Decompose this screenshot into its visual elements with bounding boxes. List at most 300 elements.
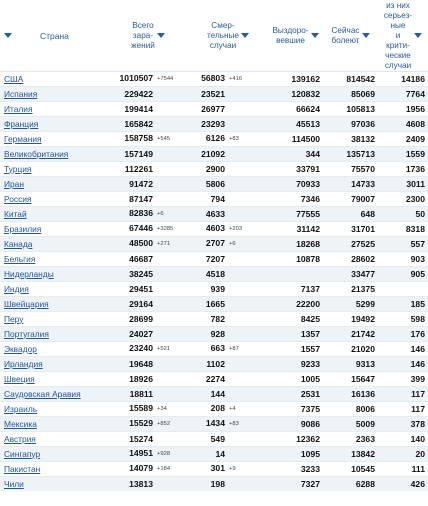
total-cell [108,252,188,267]
serious-cell: 1736 [378,162,428,177]
deaths-value: 1665 [205,298,225,309]
active-cell: 19492 [323,312,378,327]
deaths-cell [188,162,268,177]
total-cell [108,267,188,282]
deaths-value: 939 [210,283,225,294]
active-cell: 31701 [323,222,378,237]
country-link[interactable]: Пакистан [4,463,41,474]
active-cell: 15647 [323,372,378,387]
header-recovered-label: Выздоро- вевшие [272,25,309,45]
deaths-value: 2900 [205,163,225,174]
deaths-value: 549 [210,433,225,444]
table-row [0,192,428,207]
recovered-cell: 3233 [268,462,323,477]
deaths-cell [188,207,268,222]
deaths-value: 4518 [205,268,225,279]
active-cell: 648 [323,207,378,222]
country-cell [0,87,108,102]
deaths-value: 144 [210,388,225,399]
active-cell: 85069 [323,87,378,102]
deaths-cell [188,132,268,147]
table-row [0,372,428,387]
deaths-delta: +83 [229,135,239,142]
active-cell: 8006 [323,402,378,417]
header-country[interactable] [0,0,108,72]
total-delta: +928 [157,450,171,457]
deaths-cell [188,357,268,372]
deaths-cell [188,102,268,117]
sort-arrow-icon[interactable] [362,33,370,38]
deaths-value: 301 [210,463,225,474]
total-value: 15529 [129,418,153,429]
total-cell [108,297,188,312]
total-cell [108,327,188,342]
country-cell [0,192,108,207]
total-cell [108,222,188,237]
serious-cell: 140 [378,432,428,447]
deaths-value: 26977 [201,103,225,114]
deaths-value: 23521 [201,88,225,99]
country-cell [0,117,108,132]
country-link[interactable]: Бразилия [4,223,42,234]
serious-cell: 176 [378,327,428,342]
country-link[interactable]: Турция [4,163,32,174]
recovered-cell: 33791 [268,162,323,177]
deaths-value: 1102 [206,358,225,369]
total-value: 13813 [129,478,153,489]
table-row [0,327,428,342]
table-row [0,222,428,237]
total-cell [108,312,188,327]
country-cell [0,252,108,267]
active-cell: 21020 [323,342,378,357]
active-cell: 13842 [323,447,378,462]
recovered-cell: 22200 [268,297,323,312]
deaths-cell [188,267,268,282]
active-cell: 14733 [323,177,378,192]
active-cell: 9313 [323,357,378,372]
deaths-value: 1434 [205,418,225,429]
header-serious[interactable] [378,0,428,72]
country-cell [0,432,108,447]
country-cell [0,177,108,192]
total-cell [108,357,188,372]
deaths-value: 663 [210,343,225,354]
recovered-cell [268,267,323,282]
total-cell [108,177,188,192]
recovered-cell: 9086 [268,417,323,432]
country-cell [0,357,108,372]
serious-cell: 399 [378,372,428,387]
sort-arrow-icon[interactable] [4,33,12,38]
total-value: 87147 [129,193,153,204]
country-link[interactable]: Нидерланды [4,268,54,279]
country-cell [0,222,108,237]
header-deaths[interactable] [188,0,268,72]
total-value: 18926 [129,373,153,384]
country-link[interactable]: Швейцария [4,298,49,309]
serious-cell: 185 [378,297,428,312]
country-link[interactable]: Саудовская Аравия [4,388,81,399]
serious-cell: 903 [378,252,428,267]
table-row [0,432,428,447]
serious-cell: 3011 [378,177,428,192]
deaths-value: 21092 [201,148,225,159]
country-link[interactable]: США [4,73,24,84]
total-cell [108,207,188,222]
deaths-cell [188,327,268,342]
total-cell [108,447,188,462]
serious-cell: 426 [378,477,428,492]
active-cell: 16136 [323,387,378,402]
total-value: 14951 [129,448,153,459]
deaths-value: 794 [210,193,225,204]
country-cell [0,72,108,87]
total-cell [108,342,188,357]
deaths-cell [188,342,268,357]
total-cell [108,132,188,147]
deaths-value: 5806 [205,178,225,189]
table-row [0,162,428,177]
total-value: 199414 [124,103,153,114]
serious-cell: 111 [378,462,428,477]
recovered-cell: 1095 [268,447,323,462]
country-link[interactable]: Австрия [4,433,36,444]
deaths-delta: +416 [229,75,243,82]
deaths-delta: +83 [229,420,239,427]
serious-cell: 1956 [378,102,428,117]
sort-arrow-icon[interactable] [157,33,165,38]
serious-cell: 146 [378,357,428,372]
total-cell [108,417,188,432]
serious-cell: 2300 [378,192,428,207]
deaths-delta: +4 [229,405,236,412]
recovered-cell: 1357 [268,327,323,342]
recovered-cell: 12362 [268,432,323,447]
total-value: 15274 [129,433,153,444]
table-row [0,72,428,87]
total-delta: +34 [157,405,167,412]
recovered-cell: 10878 [268,252,323,267]
deaths-cell [188,72,268,87]
active-cell: 105813 [323,102,378,117]
total-value: 14079 [129,463,153,474]
country-cell [0,267,108,282]
total-value: 23240 [129,343,153,354]
country-link[interactable]: Португалия [4,328,49,339]
serious-cell: 4608 [378,117,428,132]
deaths-value: 4633 [205,208,225,219]
active-cell: 33477 [323,267,378,282]
active-cell: 2363 [323,432,378,447]
total-cell [108,237,188,252]
country-cell [0,297,108,312]
total-delta: +6 [157,210,164,217]
country-cell [0,417,108,432]
country-cell [0,402,108,417]
country-cell [0,342,108,357]
header-row [0,0,428,72]
serious-cell: 20 [378,447,428,462]
country-link[interactable]: Сингапур [4,448,41,459]
country-cell [0,372,108,387]
deaths-cell [188,372,268,387]
table-row [0,177,428,192]
country-cell [0,477,108,492]
serious-cell: 146 [378,342,428,357]
country-link[interactable]: Эквадор [4,343,37,354]
deaths-cell [188,402,268,417]
serious-cell: 117 [378,387,428,402]
header-recovered[interactable] [268,0,323,72]
country-cell [0,462,108,477]
serious-cell: 905 [378,267,428,282]
table-row [0,387,428,402]
table-row [0,462,428,477]
deaths-value: 56803 [201,73,225,84]
deaths-cell [188,252,268,267]
country-link[interactable]: Чили [4,478,24,489]
header-active[interactable] [323,0,378,72]
serious-cell: 7764 [378,87,428,102]
total-value: 67446 [129,223,153,234]
deaths-value: 23293 [201,118,225,129]
country-link[interactable]: Италия [4,103,33,114]
total-cell [108,192,188,207]
sort-arrow-icon[interactable] [311,33,319,38]
table-row [0,267,428,282]
recovered-cell: 9233 [268,357,323,372]
active-cell: 814542 [323,72,378,87]
active-cell: 21742 [323,327,378,342]
serious-cell: 117 [378,402,428,417]
table-row [0,252,428,267]
table-row [0,402,428,417]
serious-cell: 378 [378,417,428,432]
total-cell [108,282,188,297]
deaths-delta: +6 [229,240,236,247]
total-delta: +184 [157,465,171,472]
serious-cell: 2409 [378,132,428,147]
deaths-value: 208 [210,403,225,414]
total-delta: +521 [157,345,171,352]
active-cell: 79007 [323,192,378,207]
deaths-value: 6126 [205,133,225,144]
recovered-cell: 70933 [268,177,323,192]
header-deaths-label: Смер- тельные случаи [207,20,239,50]
total-cell [108,372,188,387]
header-total[interactable] [108,0,188,72]
total-value: 112261 [124,163,153,174]
country-link[interactable]: Бельгия [4,253,36,264]
table-row [0,342,428,357]
recovered-cell: 139162 [268,72,323,87]
total-value: 18811 [129,388,153,399]
deaths-cell [188,237,268,252]
country-link[interactable]: Великобритания [4,148,69,159]
active-cell: 27525 [323,237,378,252]
table-row [0,312,428,327]
recovered-cell: 344 [268,147,323,162]
total-value: 165842 [124,118,153,129]
active-cell: 75570 [323,162,378,177]
recovered-cell: 1005 [268,372,323,387]
recovered-cell: 7327 [268,477,323,492]
country-link[interactable]: Канада [4,238,33,249]
table-row [0,237,428,252]
deaths-value: 782 [210,313,225,324]
deaths-cell [188,222,268,237]
table-row [0,87,428,102]
country-cell [0,207,108,222]
header-total-label: Всего зара- жений [131,20,155,50]
total-delta: +545 [157,135,171,142]
table-row [0,207,428,222]
country-cell [0,312,108,327]
total-value: 91472 [129,178,153,189]
country-cell [0,237,108,252]
recovered-cell: 8425 [268,312,323,327]
total-delta: +852 [157,420,171,427]
total-value: 28699 [129,313,153,324]
active-cell: 97036 [323,117,378,132]
country-link[interactable]: Ирландия [4,358,43,369]
recovered-cell: 2531 [268,387,323,402]
table-row [0,417,428,432]
table-row [0,132,428,147]
country-link[interactable]: Перу [4,313,24,324]
total-value: 48500 [129,238,153,249]
country-link[interactable]: Иран [4,178,24,189]
table-row [0,477,428,492]
country-link[interactable]: Китай [4,208,27,219]
recovered-cell: 77555 [268,207,323,222]
serious-cell: 1559 [378,147,428,162]
deaths-cell [188,117,268,132]
deaths-value: 4603 [205,223,225,234]
recovered-cell: 1557 [268,342,323,357]
deaths-value: 2707 [205,238,225,249]
total-delta: +7544 [157,75,174,82]
deaths-value: 14 [215,448,225,459]
total-value: 38245 [129,268,153,279]
table-row [0,102,428,117]
total-cell [108,477,188,492]
country-cell [0,132,108,147]
header-country-label: Страна [40,30,69,41]
serious-cell [378,282,428,297]
deaths-cell [188,312,268,327]
active-cell: 6288 [323,477,378,492]
active-cell: 10545 [323,462,378,477]
total-cell [108,102,188,117]
total-value: 29451 [129,283,153,294]
table-row [0,147,428,162]
deaths-delta: +87 [229,345,239,352]
total-cell [108,87,188,102]
serious-cell: 14186 [378,72,428,87]
deaths-cell [188,192,268,207]
active-cell: 21375 [323,282,378,297]
active-cell: 5009 [323,417,378,432]
recovered-cell: 18268 [268,237,323,252]
header-serious-label: из них серьез- ные и крити- ческие случаи [383,0,413,70]
recovered-cell: 45513 [268,117,323,132]
deaths-cell [188,297,268,312]
header-active-label: Сейчас болеют [331,25,360,45]
deaths-value: 2274 [205,373,225,384]
serious-cell: 50 [378,207,428,222]
sort-arrow-icon[interactable] [414,33,422,38]
active-cell: 28602 [323,252,378,267]
total-value: 46687 [129,253,153,264]
total-value: 19648 [129,358,153,369]
total-value: 1010507 [119,73,153,84]
deaths-cell [188,387,268,402]
table-row [0,297,428,312]
deaths-value: 928 [210,328,225,339]
country-cell [0,447,108,462]
country-link[interactable]: Мексика [4,418,37,429]
deaths-cell [188,462,268,477]
recovered-cell: 120832 [268,87,323,102]
country-link[interactable]: Испания [4,88,38,99]
serious-cell: 557 [378,237,428,252]
total-cell [108,147,188,162]
country-link[interactable]: Индия [4,283,29,294]
total-delta: +271 [157,240,171,247]
recovered-cell: 7375 [268,402,323,417]
deaths-value: 7207 [205,253,225,264]
deaths-cell [188,477,268,492]
deaths-cell [188,147,268,162]
total-value: 82836 [129,208,153,219]
recovered-cell: 31142 [268,222,323,237]
deaths-cell [188,87,268,102]
total-cell [108,402,188,417]
total-cell [108,72,188,87]
table-row [0,117,428,132]
deaths-value: 198 [210,478,225,489]
recovered-cell: 7346 [268,192,323,207]
deaths-cell [188,417,268,432]
total-cell [108,117,188,132]
active-cell: 135713 [323,147,378,162]
serious-cell: 598 [378,312,428,327]
deaths-cell [188,177,268,192]
total-value: 15589 [129,403,153,414]
country-cell [0,282,108,297]
country-cell [0,387,108,402]
active-cell: 5299 [323,297,378,312]
country-link[interactable]: Германия [4,133,42,144]
table-row [0,357,428,372]
total-value: 158758 [124,133,153,144]
total-cell [108,462,188,477]
deaths-cell [188,447,268,462]
total-cell [108,162,188,177]
sort-arrow-icon[interactable] [241,33,249,38]
country-link[interactable]: Израиль [4,403,38,414]
total-delta: +3285 [157,225,174,232]
country-link[interactable]: Швеция [4,373,35,384]
deaths-delta: +203 [229,225,243,232]
country-link[interactable]: Франция [4,118,39,129]
recovered-cell: 114500 [268,132,323,147]
country-link[interactable]: Россия [4,193,32,204]
serious-cell: 8318 [378,222,428,237]
recovered-cell: 7137 [268,282,323,297]
